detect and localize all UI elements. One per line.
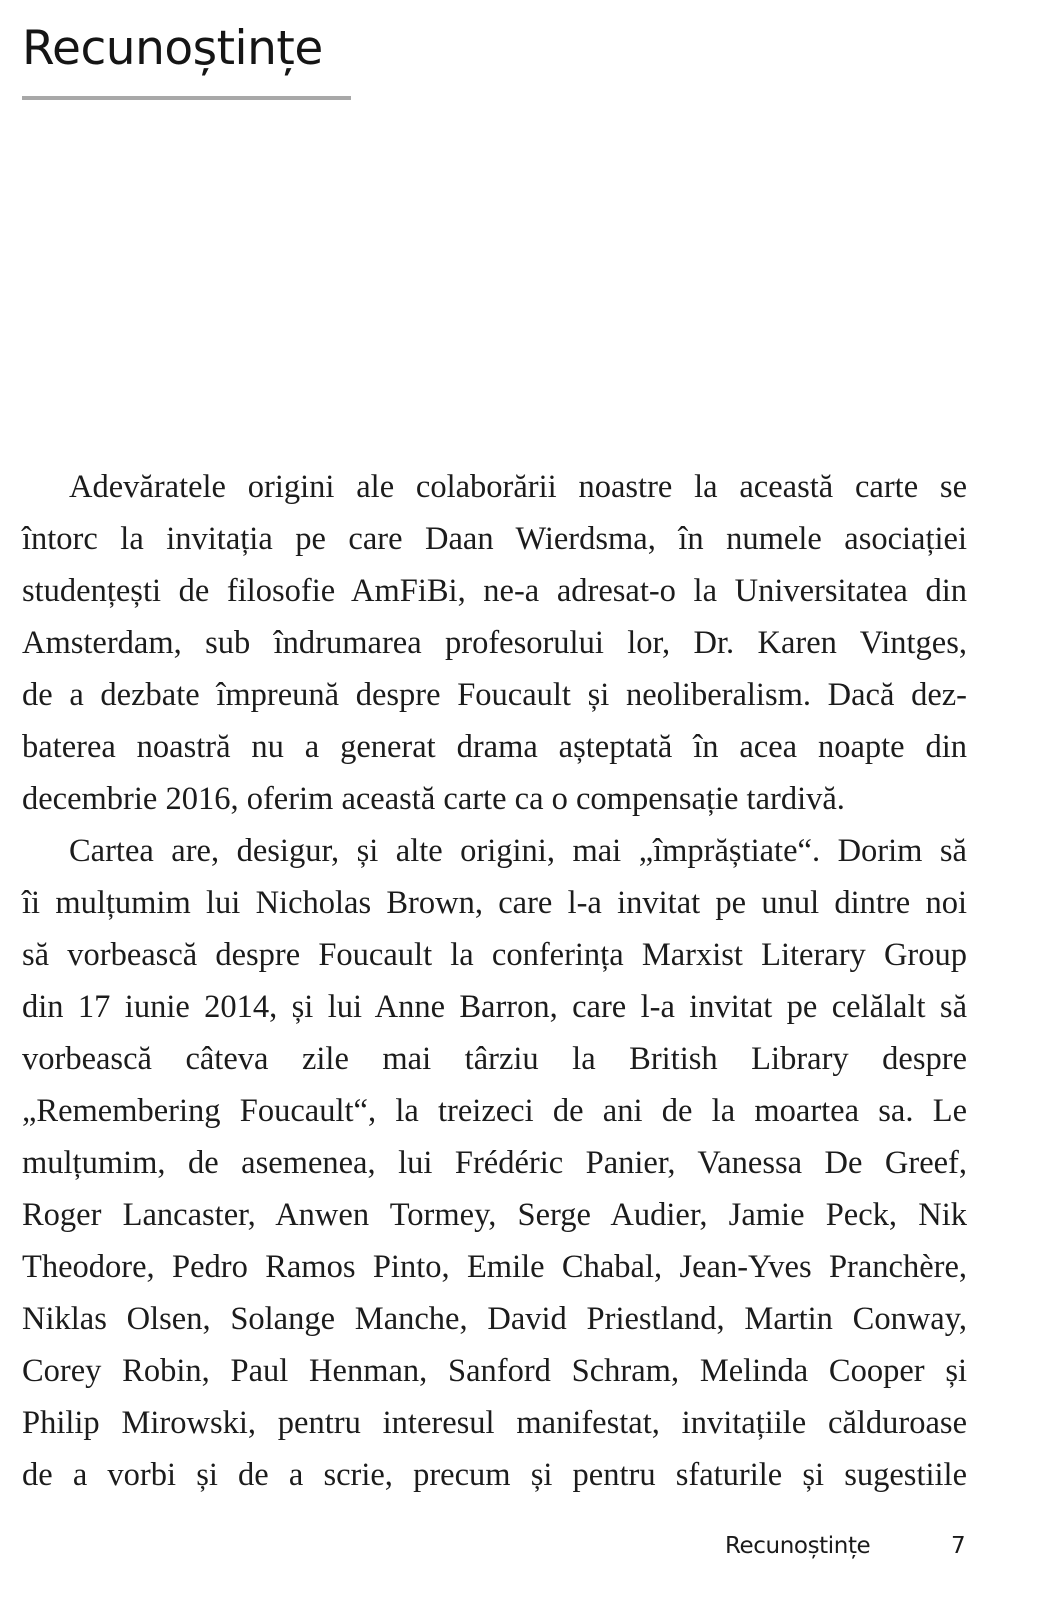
page-number: 7 (951, 1533, 966, 1559)
paragraph-2 (22, 825, 967, 1501)
text-line: de a dezbate împreună despre Foucault și neoliberalism. Dacă dez- (22, 677, 967, 713)
text-line: „Remembering Foucault“, la treizeci de ani de la moartea sa. Le (22, 1093, 967, 1129)
paragraph-1 (22, 461, 967, 825)
text-line: Corey Robin, Paul Henman, Sanford Schram, Melinda Cooper și (22, 1353, 967, 1389)
page-footer (0, 1528, 1062, 1564)
text-line: Theodore, Pedro Ramos Pinto, Emile Chabal, Jean-Yves Pranchère, (22, 1249, 967, 1285)
text-line: mulțumim, de asemenea, lui Frédéric Panier, Vanessa De Greef, (22, 1145, 967, 1181)
page-title: Recunoștințe (22, 21, 323, 76)
text-line: studențești de filosofie AmFiBi, ne-a adresat-o la Universitatea din (22, 573, 967, 609)
text-line: întorc la invitația pe care Daan Wierdsma, în numele asociației (22, 521, 967, 557)
text-line: vorbească câteva zile mai târziu la British Library despre (22, 1041, 967, 1077)
text-line: Amsterdam, sub îndrumarea profesorului lor, Dr. Karen Vintges, (22, 625, 967, 661)
text-line: Niklas Olsen, Solange Manche, David Priestland, Martin Conway, (22, 1301, 967, 1337)
text-line: Philip Mirowski, pentru interesul manifestat, invitațiile călduroase (22, 1405, 967, 1441)
text-line: de a vorbi și de a scrie, precum și pentru sfaturile și sugestiile (22, 1457, 967, 1493)
text-line: din 17 iunie 2014, și lui Anne Barron, care l-a invitat pe celălalt să (22, 989, 967, 1025)
text-line: Roger Lancaster, Anwen Tormey, Serge Audier, Jamie Peck, Nik (22, 1197, 967, 1233)
text-line: decembrie 2016, oferim această carte ca o compensație tardivă. (22, 781, 845, 817)
text-line: îi mulțumim lui Nicholas Brown, care l-a invitat pe unul dintre noi (22, 885, 967, 921)
text-line: baterea noastră nu a generat drama așteptată în acea noapte din (22, 729, 967, 765)
running-head: Recunoștințe (725, 1533, 871, 1559)
text-line: să vorbească despre Foucault la conferința Marxist Literary Group (22, 937, 967, 973)
text-line: Adevăratele origini ale colaborării noastre la această carte se (69, 469, 967, 505)
body-text (22, 461, 967, 1501)
text-line: Cartea are, desigur, și alte origini, mai „împrăștiate“. Dorim să (69, 833, 967, 869)
title-underline-rule (22, 96, 351, 100)
